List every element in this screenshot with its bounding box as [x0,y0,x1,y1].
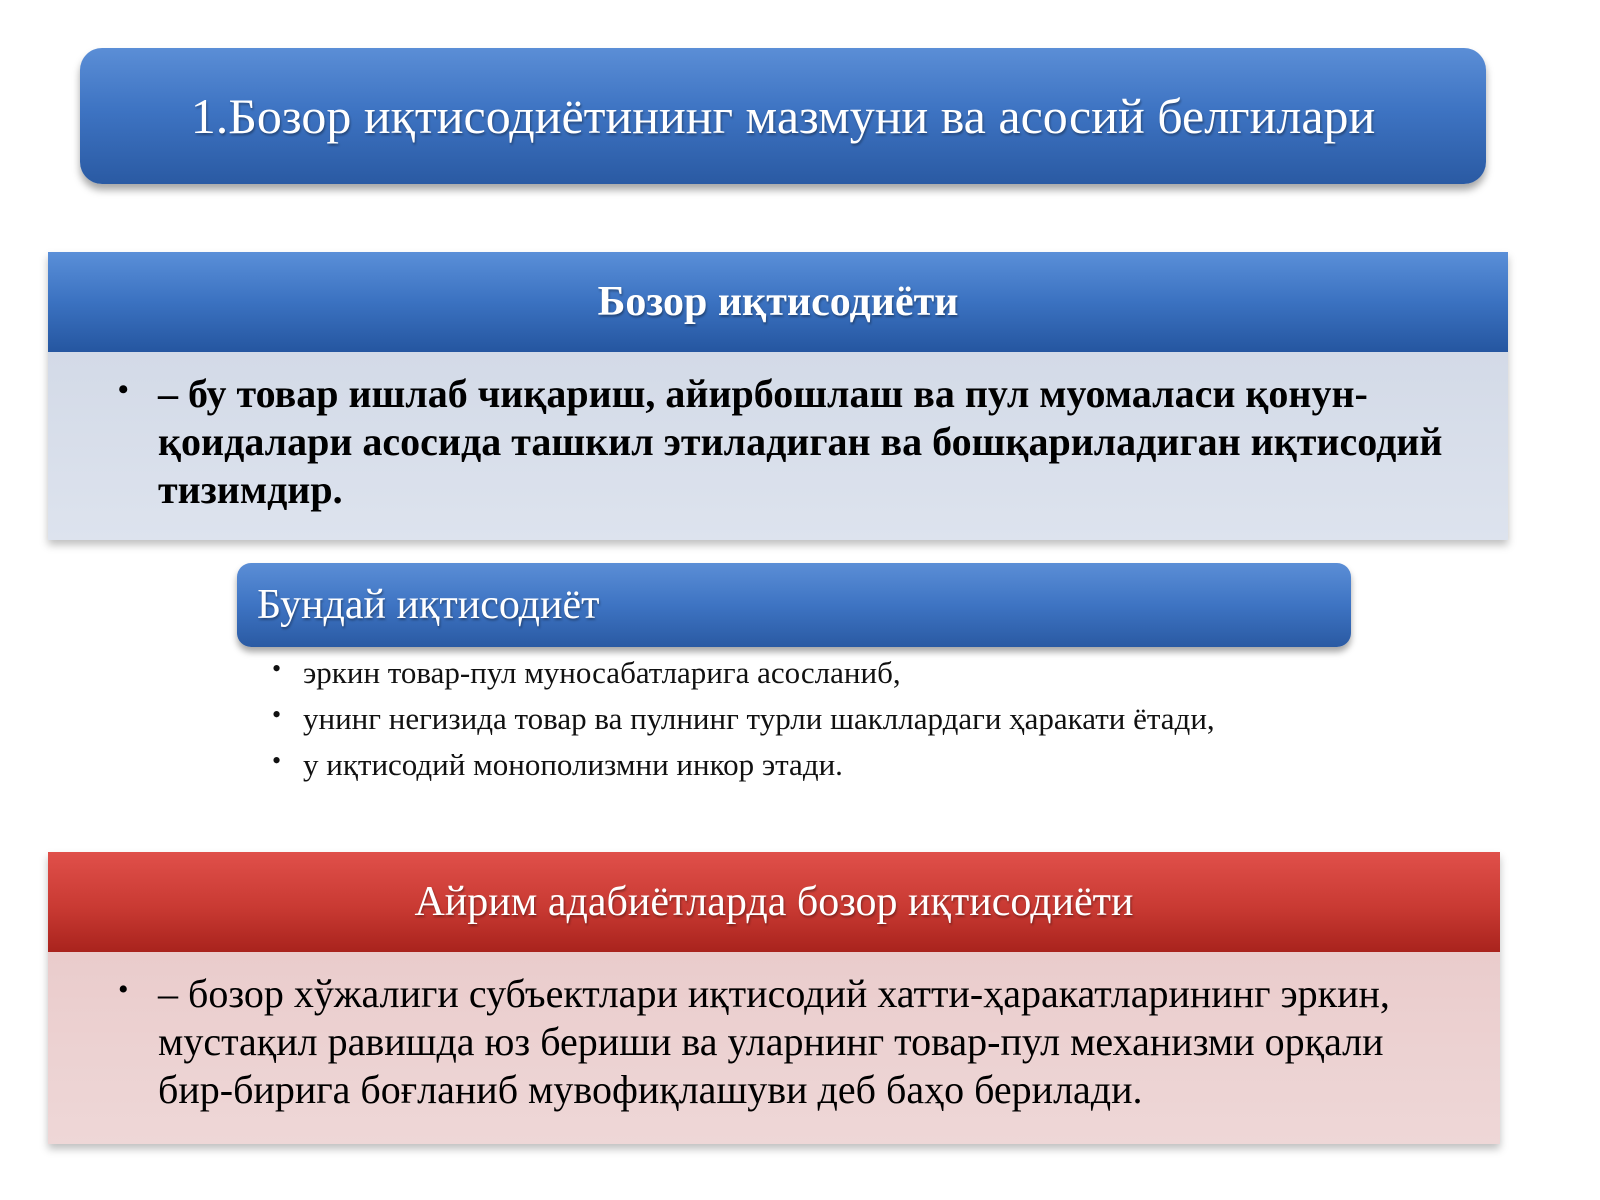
bullet-icon: • [272,746,282,775]
literature-header: Айрим адабиётларда бозор иқтисодиёти [48,852,1500,952]
literature-body [48,952,1500,1144]
definition-text: – бу товар ишлаб чиқариш, айирбошлаш ва пул муомаласи қонун-қоидалари асосида ташкил этиладиган ва бошқариладиган иқтисодий тизимдир. [158,371,1443,512]
literature-block [48,852,1500,1144]
slide-title: 1.Бозор иқтисодиётининг мазмуни ва асосий белгилари [190,88,1376,144]
definition-header: Бозор иқтисодиёти [48,252,1508,352]
list-item [270,746,1270,784]
features-list [270,654,1270,792]
bullet-icon: • [118,373,129,406]
features-header-bar [237,563,1351,647]
definition-body [48,352,1508,540]
features-header: Бундай иқтисодиёт [257,582,600,628]
list-item [270,654,1270,692]
bullet-icon: • [272,700,282,729]
list-item-text: эркин товар-пул муносабатларига асосланиб, [303,655,901,690]
list-item [270,700,1270,738]
literature-text: – бозор хўжалиги субъектлари иқтисодий хатти-ҳаракатларининг эркин, мустақил равишда юз бериши ва уларнинг товар-пул механизми орқали бир-бирига боғланиб мувофиқлашуви деб баҳо берилади. [158,971,1390,1112]
list-item-text: у иқтисодий монополизмни инкор этади. [303,747,843,782]
slide-title-bar [80,48,1486,184]
bullet-icon: • [118,973,129,1006]
bullet-icon: • [272,654,282,683]
list-item-text: унинг негизида товар ва пулнинг турли шакллардаги ҳаракати ётади, [303,701,1215,736]
definition-block [48,252,1508,540]
